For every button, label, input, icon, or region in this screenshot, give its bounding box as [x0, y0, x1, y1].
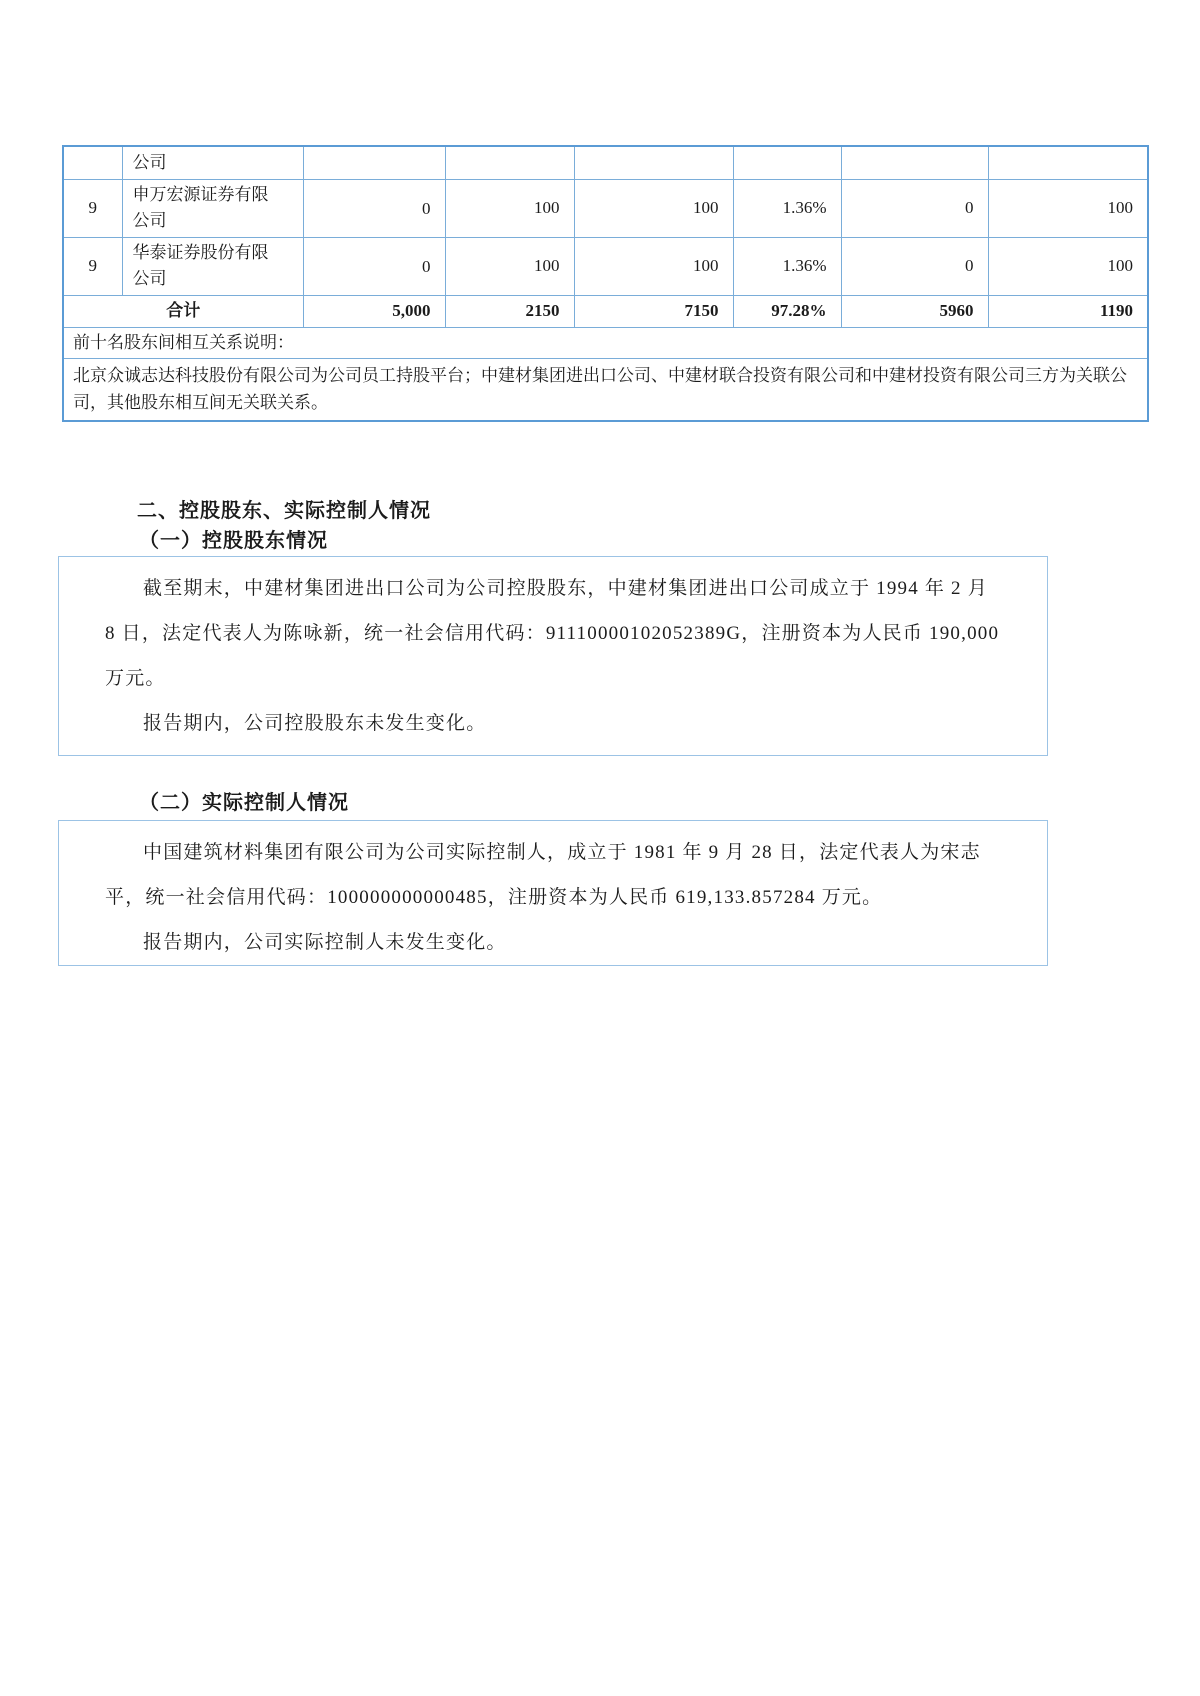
section-title: 二、控股股东、实际控制人情况	[137, 500, 431, 522]
rank-cell: 9	[63, 237, 122, 295]
ratio-cell	[733, 146, 841, 179]
ratio-cell: 1.36%	[733, 237, 841, 295]
table-row-note-body	[63, 358, 1148, 421]
shareholder-table	[62, 145, 1149, 422]
paragraph-line: 8 日，法定代表人为陈咏新，统一社会信用代码：91110000102052389G，注册资本为人民币 190,000	[105, 623, 1000, 644]
actual-controller-box	[58, 820, 1048, 966]
rank-cell: 9	[63, 179, 122, 237]
value-cell	[445, 146, 574, 179]
value-cell: 100	[988, 179, 1148, 237]
total-value-cell: 1190	[988, 295, 1148, 327]
value-cell: 100	[445, 237, 574, 295]
controlling-shareholder-box	[58, 556, 1048, 756]
total-value-cell: 5,000	[303, 295, 445, 327]
total-ratio-cell: 97.28%	[733, 295, 841, 327]
value-cell	[841, 146, 988, 179]
value-cell: 0	[303, 237, 445, 295]
shareholder-table-wrapper	[62, 145, 1149, 422]
value-cell: 100	[988, 237, 1148, 295]
table-row-note-title	[63, 327, 1148, 358]
paragraph-line: 报告期内，公司实际控制人未发生变化。	[143, 932, 507, 953]
paragraph-line: 中国建筑材料集团有限公司为公司实际控制人，成立于 1981 年 9 月 28 日，法定代表人为宋志	[143, 842, 981, 863]
subsection-title-controlling-shareholder: （一）控股股东情况	[139, 530, 328, 552]
value-cell	[303, 146, 445, 179]
total-value-cell: 7150	[574, 295, 733, 327]
value-cell: 100	[445, 179, 574, 237]
subsection-title-actual-controller: （二）实际控制人情况	[139, 792, 349, 814]
value-cell: 0	[841, 179, 988, 237]
paragraph-line: 报告期内，公司控股股东未发生变化。	[143, 713, 487, 734]
value-cell: 0	[303, 179, 445, 237]
value-cell: 0	[841, 237, 988, 295]
relationship-note-body: 北京众诚志达科技股份有限公司为公司员工持股平台；中建材集团进出口公司、中建材联合投资有限公司和中建材投资有限公司三方为关联公司，其他股东相互间无关联关系。	[63, 358, 1148, 421]
value-cell	[988, 146, 1148, 179]
value-cell: 100	[574, 237, 733, 295]
table-row-total	[63, 295, 1148, 327]
relationship-note-title: 前十名股东间相互关系说明：	[63, 327, 1148, 358]
total-label-cell: 合计	[63, 295, 303, 327]
ratio-cell: 1.36%	[733, 179, 841, 237]
company-name-cell: 公司	[122, 146, 303, 179]
paragraph-line: 平，统一社会信用代码：100000000000485，注册资本为人民币 619,133.857284 万元。	[105, 887, 883, 908]
paragraph-line: 截至期末，中建材集团进出口公司为公司控股股东，中建材集团进出口公司成立于 1994 年 2 月	[143, 578, 988, 599]
paragraph-line: 万元。	[105, 668, 166, 689]
table-row-continuation	[63, 146, 1148, 179]
rank-cell	[63, 146, 122, 179]
value-cell	[574, 146, 733, 179]
value-cell: 100	[574, 179, 733, 237]
total-value-cell: 5960	[841, 295, 988, 327]
table-row-shareholder	[63, 179, 1148, 237]
company-name-cell: 申万宏源证券有限公司	[122, 179, 303, 237]
table-row-shareholder	[63, 237, 1148, 295]
company-name-cell: 华泰证券股份有限公司	[122, 237, 303, 295]
total-value-cell: 2150	[445, 295, 574, 327]
